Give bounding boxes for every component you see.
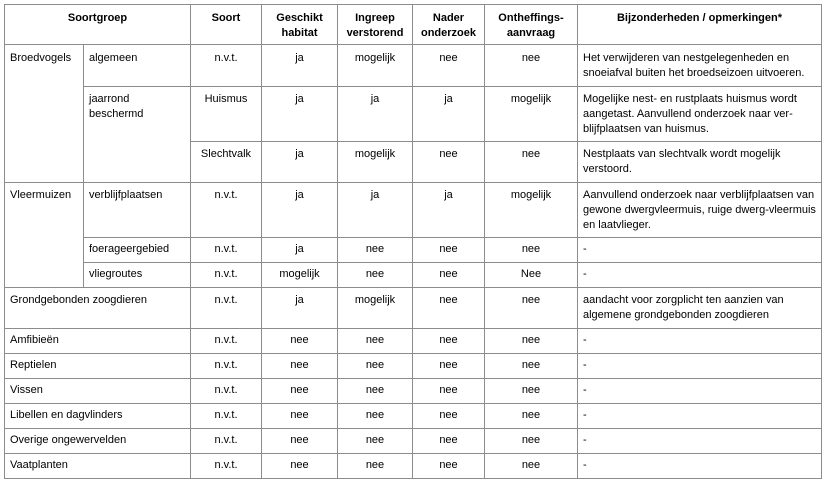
- habitat-cell: ja: [262, 288, 338, 329]
- soort-cell: n.v.t.: [191, 454, 262, 479]
- table-row: [5, 45, 822, 87]
- opmerking-cell: -: [578, 238, 822, 263]
- table-row: [5, 238, 822, 263]
- ingreep-cell: ja: [338, 87, 413, 142]
- ontheffing-cell: nee: [485, 142, 578, 183]
- table-row: [5, 379, 822, 404]
- table-row: [5, 183, 822, 238]
- habitat-cell: ja: [262, 87, 338, 142]
- ontheffing-cell: Nee: [485, 263, 578, 288]
- ingreep-cell: ja: [338, 183, 413, 238]
- header-nader-onderzoek: Nader onderzoek: [413, 5, 485, 45]
- ontheffing-cell: nee: [485, 379, 578, 404]
- nader-cell: nee: [413, 45, 485, 87]
- soort-cell: n.v.t.: [191, 329, 262, 354]
- opmerking-cell: -: [578, 429, 822, 454]
- opmerking-cell: -: [578, 329, 822, 354]
- habitat-cell: nee: [262, 454, 338, 479]
- opmerking-cell: -: [578, 263, 822, 288]
- ontheffing-cell: nee: [485, 404, 578, 429]
- nader-cell: nee: [413, 429, 485, 454]
- ontheffing-cell: nee: [485, 429, 578, 454]
- soort-cell: Slechtvalk: [191, 142, 262, 183]
- header-soort: Soort: [191, 5, 262, 45]
- ontheffing-cell: mogelijk: [485, 87, 578, 142]
- ontheffing-cell: nee: [485, 238, 578, 263]
- table-row: [5, 429, 822, 454]
- soort-cell: n.v.t.: [191, 183, 262, 238]
- soort-cell: n.v.t.: [191, 379, 262, 404]
- habitat-cell: ja: [262, 238, 338, 263]
- habitat-cell: ja: [262, 183, 338, 238]
- ingreep-cell: nee: [338, 238, 413, 263]
- table-row: [5, 354, 822, 379]
- table-row: [5, 329, 822, 354]
- table-row: [5, 404, 822, 429]
- opmerking-cell: -: [578, 379, 822, 404]
- nader-cell: nee: [413, 329, 485, 354]
- ontheffing-cell: nee: [485, 45, 578, 87]
- ingreep-cell: nee: [338, 354, 413, 379]
- group-cell: Overige ongewervelden: [5, 429, 191, 454]
- habitat-cell: nee: [262, 354, 338, 379]
- group-cell: Reptielen: [5, 354, 191, 379]
- table-row: [5, 263, 822, 288]
- habitat-cell: mogelijk: [262, 263, 338, 288]
- nader-cell: ja: [413, 183, 485, 238]
- table-row: [5, 87, 822, 142]
- group-cell: Vleermuizen: [5, 183, 84, 288]
- nader-cell: nee: [413, 288, 485, 329]
- opmerking-cell: -: [578, 354, 822, 379]
- opmerking-cell: aandacht voor zorgplicht ten aanzien van algemene grondgebonden zoogdieren: [578, 288, 822, 329]
- opmerking-cell: Het verwijderen van nestgelegenheden en snoeiafval buiten het broedseizoen uitvoeren.: [578, 45, 822, 87]
- soort-cell: n.v.t.: [191, 45, 262, 87]
- subgroup-cell: verblijfplaatsen: [84, 183, 191, 238]
- subgroup-cell: jaarrond beschermd: [84, 87, 191, 183]
- ingreep-cell: mogelijk: [338, 45, 413, 87]
- group-cell: Vissen: [5, 379, 191, 404]
- header-row: [5, 5, 822, 45]
- soortgroep-table: [4, 4, 822, 479]
- habitat-cell: ja: [262, 142, 338, 183]
- nader-cell: nee: [413, 379, 485, 404]
- ingreep-cell: nee: [338, 429, 413, 454]
- group-cell: Amfibieën: [5, 329, 191, 354]
- ontheffing-cell: nee: [485, 454, 578, 479]
- group-cell: Broedvogels: [5, 45, 84, 183]
- group-cell: Libellen en dagvlinders: [5, 404, 191, 429]
- nader-cell: nee: [413, 354, 485, 379]
- soort-cell: n.v.t.: [191, 429, 262, 454]
- subgroup-cell: foerageergebied: [84, 238, 191, 263]
- nader-cell: nee: [413, 142, 485, 183]
- soort-cell: n.v.t.: [191, 263, 262, 288]
- group-cell: Vaatplanten: [5, 454, 191, 479]
- opmerking-cell: -: [578, 454, 822, 479]
- ontheffing-cell: mogelijk: [485, 183, 578, 238]
- ingreep-cell: mogelijk: [338, 142, 413, 183]
- table-row: [5, 454, 822, 479]
- group-cell: Grondgebonden zoogdieren: [5, 288, 191, 329]
- nader-cell: nee: [413, 238, 485, 263]
- soort-cell: n.v.t.: [191, 238, 262, 263]
- ingreep-cell: nee: [338, 379, 413, 404]
- subgroup-cell: vliegroutes: [84, 263, 191, 288]
- header-soortgroep: Soortgroep: [5, 5, 191, 45]
- ingreep-cell: nee: [338, 454, 413, 479]
- nader-cell: nee: [413, 263, 485, 288]
- nader-cell: nee: [413, 404, 485, 429]
- ontheffing-cell: nee: [485, 288, 578, 329]
- soort-cell: Huismus: [191, 87, 262, 142]
- soort-cell: n.v.t.: [191, 404, 262, 429]
- header-bijzonderheden: Bijzonderheden / opmerkingen*: [578, 5, 822, 45]
- soort-cell: n.v.t.: [191, 288, 262, 329]
- soort-cell: n.v.t.: [191, 354, 262, 379]
- subgroup-cell: algemeen: [84, 45, 191, 87]
- habitat-cell: nee: [262, 329, 338, 354]
- habitat-cell: ja: [262, 45, 338, 87]
- habitat-cell: nee: [262, 379, 338, 404]
- opmerking-cell: Mogelijke nest- en rustplaats huismus wordt aangetast. Aanvullend onderzoek naar ver-blijfplaatsen van huismus.: [578, 87, 822, 142]
- header-ontheffingsaanvraag: Ontheffings- aanvraag: [485, 5, 578, 45]
- opmerking-cell: Aanvullend onderzoek naar verblijfplaatsen van gewone dwergvleermuis, ruige dwerg-vleermuis en laatvlieger.: [578, 183, 822, 238]
- ontheffing-cell: nee: [485, 329, 578, 354]
- nader-cell: ja: [413, 87, 485, 142]
- ingreep-cell: nee: [338, 263, 413, 288]
- nader-cell: nee: [413, 454, 485, 479]
- ingreep-cell: mogelijk: [338, 288, 413, 329]
- opmerking-cell: -: [578, 404, 822, 429]
- table-row: [5, 288, 822, 329]
- ontheffing-cell: nee: [485, 354, 578, 379]
- opmerking-cell: Nestplaats van slechtvalk wordt mogelijk verstoord.: [578, 142, 822, 183]
- ingreep-cell: nee: [338, 329, 413, 354]
- header-geschikt-habitat: Geschikt habitat: [262, 5, 338, 45]
- ingreep-cell: nee: [338, 404, 413, 429]
- habitat-cell: nee: [262, 404, 338, 429]
- header-ingreep-verstorend: Ingreep verstorend: [338, 5, 413, 45]
- habitat-cell: nee: [262, 429, 338, 454]
